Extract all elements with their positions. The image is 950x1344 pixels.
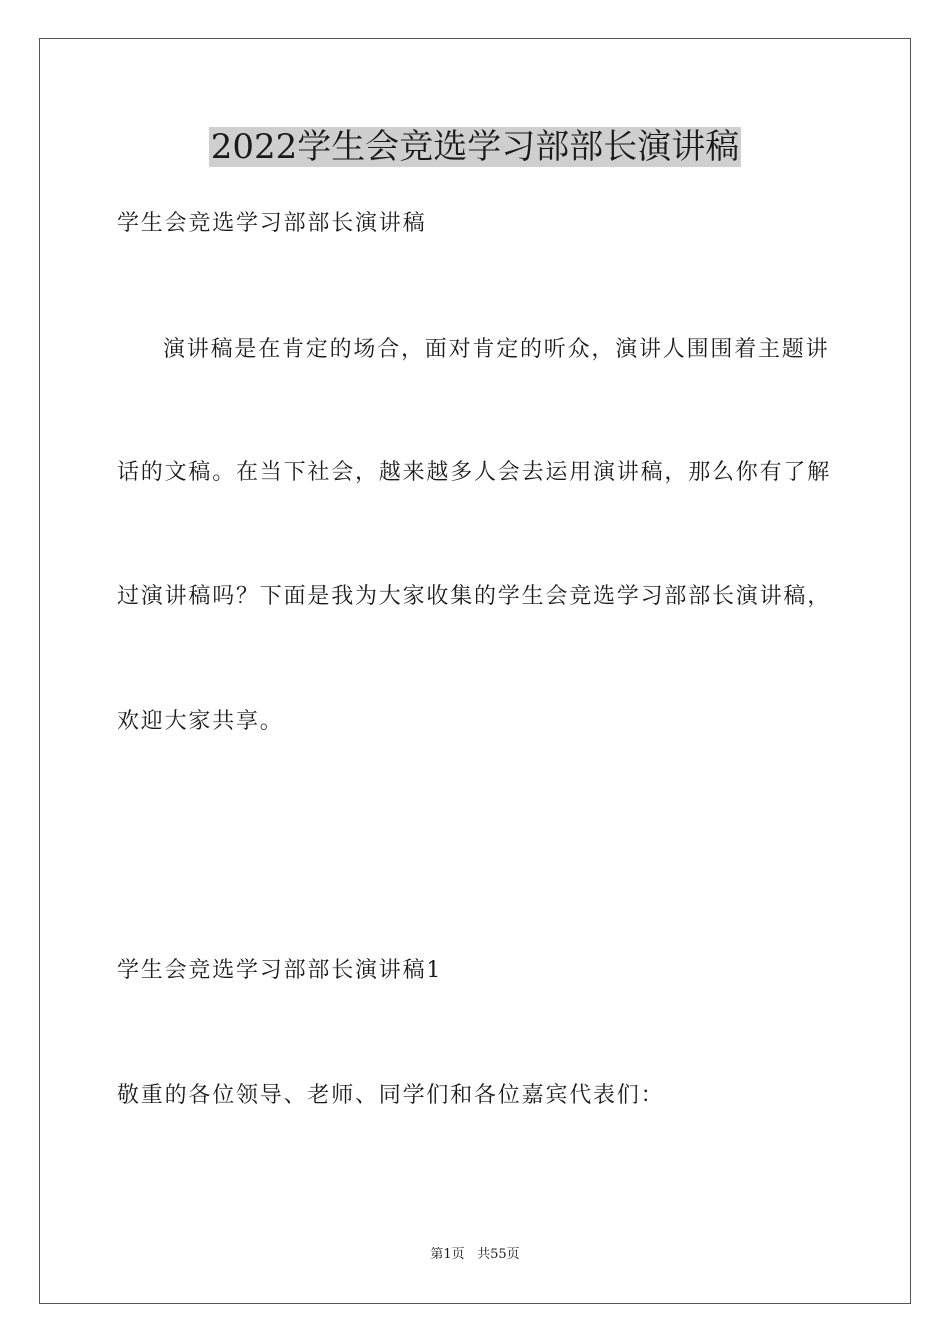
title-container xyxy=(0,127,950,167)
document-title: 2022学生会竞选学习部部长演讲稿 xyxy=(210,127,740,167)
page-number-current: 第1页 xyxy=(430,1247,465,1262)
paragraph-line-2: 话的文稿。在当下社会，越来越多人会去运用演讲稿，那么你有了解 xyxy=(117,460,832,485)
paragraph-line-3: 过演讲稿吗？下面是我为大家收集的学生会竞选学习部部长演讲稿， xyxy=(117,584,832,609)
section-heading: 学生会竞选学习部部长演讲稿1 xyxy=(117,958,443,983)
greeting-line: 敬重的各位领导、老师、同学们和各位嘉宾代表们： xyxy=(117,1083,665,1108)
paragraph-line-1: 演讲稿是在肯定的场合，面对肯定的听众，演讲人围围着主题讲 xyxy=(163,337,830,362)
page-number-total: 共55页 xyxy=(477,1247,520,1262)
paragraph-line-4: 欢迎大家共享。 xyxy=(117,709,284,734)
page-footer xyxy=(0,1246,950,1264)
document-subtitle: 学生会竞选学习部部长演讲稿 xyxy=(117,211,427,236)
